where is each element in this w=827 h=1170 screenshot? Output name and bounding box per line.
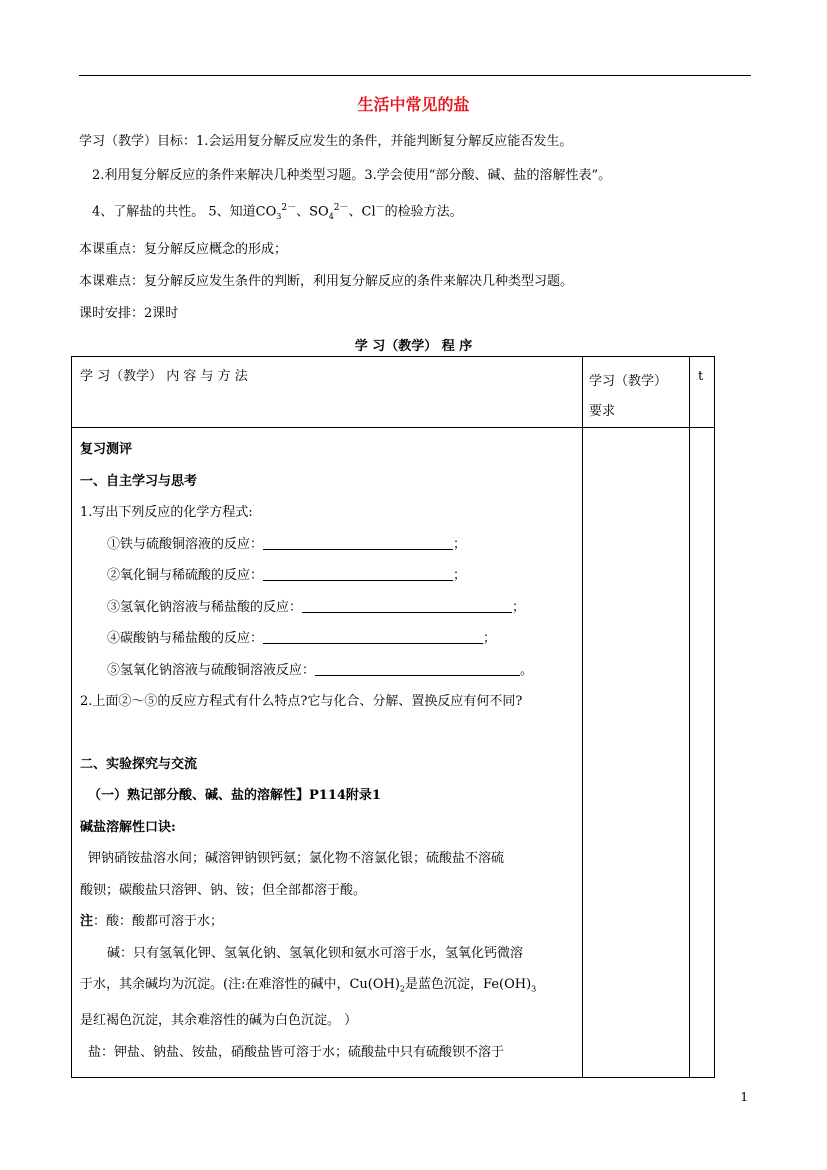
header-requirement-line1: 学习（教学） — [589, 374, 668, 389]
header-content-cell — [72, 357, 583, 428]
rhyme-title: 碱盐溶解性口诀: — [80, 819, 176, 835]
base-line-3: 是红褐色沉淀，其余难溶性的碱为白色沉淀。 ） — [80, 1013, 358, 1029]
document-title: 生活中常见的盐 — [357, 95, 470, 114]
reaction-3: ③氢氧化钠溶液与稀盐酸的反应： ； — [107, 599, 526, 615]
salt-line-1: 盐：钾盐、钠盐、铵盐，硝酸盐皆可溶于水；硫酸盐中只有硫酸钡不溶于 — [88, 1044, 505, 1060]
answer-blank-5 — [315, 661, 520, 676]
answer-blank-2 — [263, 566, 453, 581]
subsection-1-heading: （一）熟记部分酸、碱、盐的溶解性】P114附录1 — [88, 788, 381, 803]
goals-line-2: 2.利用复分解反应的条件来解决几种类型习题。3.学会使用“部分酸、碱、盐的溶解性表”。 — [92, 168, 612, 183]
content-cell — [72, 428, 583, 1078]
reaction-4: ④碳酸钠与稀盐酸的反应： ； — [107, 631, 497, 646]
header-requirement-line2: 要求 — [589, 404, 616, 419]
base-line-1: 碱：只有氢氧化钾、氢氧化钠、氢氧化钡和氨水可溶于水，氢氧化钙微溶 — [107, 945, 524, 961]
program-table — [71, 356, 715, 1078]
rhyme-line-1: 钾钠硝铵盐溶水间；碱溶钾钠钡钙氨；氯化物不溶氯化银；硫酸盐不溶硫 — [88, 851, 505, 866]
answer-blank-1 — [263, 535, 453, 550]
requirement-cell — [583, 428, 690, 1078]
reaction-5: ⑤氢氧化钠溶液与硫酸铜溶液反应： 。 — [107, 662, 534, 678]
difficulty: 本课难点：复分解反应发生条件的判断，利用复分解反应的条件来解决几种类型习题。 — [79, 274, 574, 289]
section2-heading: 二、实验探究与交流 — [80, 756, 198, 772]
program-title: 学 习（教学） 程 序 — [354, 339, 473, 354]
header-content-label: 学 习（教学） 内 容 与 方 法 — [80, 369, 248, 384]
question-1: 1.写出下列反应的化学方程式: — [80, 505, 253, 520]
base-line-2: 于水，其余碱均为沉淀。(注:在难溶性的碱中，$Cu(OH)_2$是蓝色沉淀，$Fe(OH)_3$ — [80, 977, 537, 994]
page-number: 1 — [740, 1090, 748, 1104]
question-2: 2.上面②～⑤的反应方程式有什么特点?它与化合、分解、置换反应有何不同? — [80, 694, 523, 709]
header-rule — [79, 75, 751, 76]
note-acid: 注：酸：酸都可溶于水； — [80, 914, 224, 929]
header-t-label: t — [698, 369, 704, 384]
goals-line-1: 学习（教学）目标：1.会运用复分解反应发生的条件，并能判断复分解反应能否发生。 — [79, 134, 573, 149]
header-t-cell — [690, 357, 715, 428]
rhyme-line-2: 酸钡；碳酸盐只溶钾、钠、铵；但全部都溶于酸。 — [80, 882, 367, 898]
reaction-1: ①铁与硫酸铜溶液的反应： ； — [107, 536, 467, 552]
answer-blank-3 — [302, 598, 512, 613]
answer-blank-4 — [263, 629, 483, 644]
review-heading: 复习测评 — [80, 442, 133, 457]
reaction-2: ②氧化铜与稀硫酸的反应： ； — [107, 568, 467, 583]
schedule: 课时安排：2课时 — [79, 306, 179, 321]
key-point: 本课重点：复分解反应概念的形成； — [79, 242, 288, 257]
header-requirement-cell — [583, 357, 690, 428]
t-cell — [690, 428, 715, 1078]
section1-heading: 一、自主学习与思考 — [80, 473, 198, 489]
goals-line-3: 4、了解盐的共性。 5、知道$CO_3^{2-}$、$SO_4^{2-}$、Cl－的检验方法。 — [92, 203, 463, 221]
